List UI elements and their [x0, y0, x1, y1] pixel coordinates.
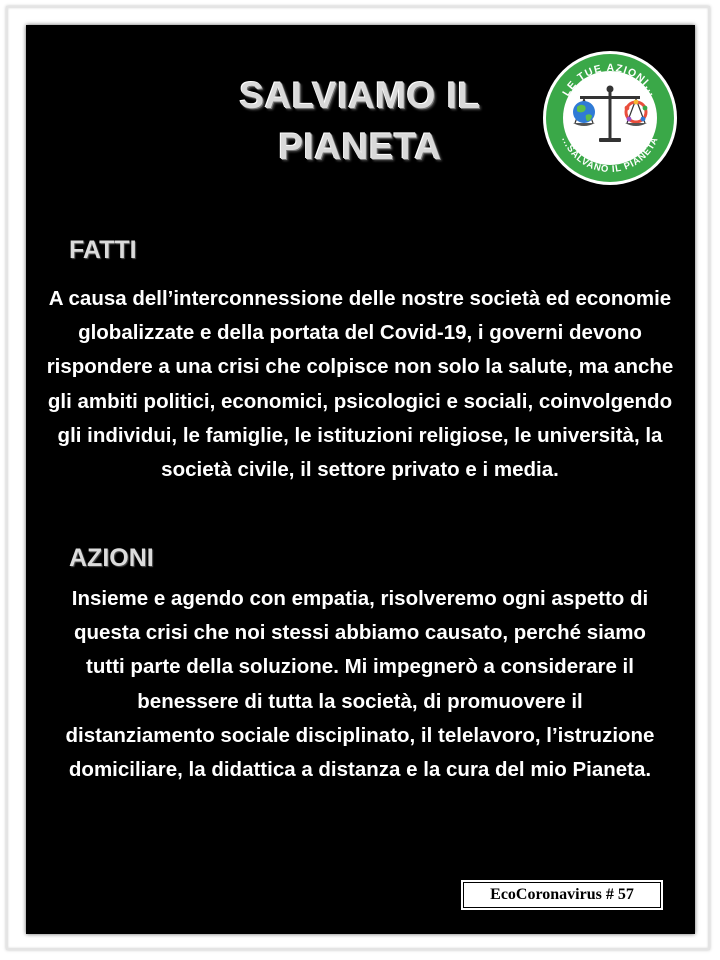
- facts-heading: FATTI: [69, 236, 137, 264]
- actions-text: Insieme e agendo con empatia, risolveremo ogni aspetto di questa crisi che noi stessi abbiamo causato, perché siamo tutti parte della soluzione. Mi impegnerò a considerare il benessere di tutta la società, di promuovere il distanziamento sociale disciplinato, il telelavoro, l’istruzione domiciliare, la didattica a distanza e la cura del mio Pianeta.: [65, 587, 655, 782]
- title-line-1: SALVIAMO IL: [239, 75, 481, 116]
- series-badge: EcoCoronavirus # 57: [459, 878, 665, 912]
- logo-scale-icon: [541, 49, 679, 187]
- logo-bottom-text: ...SALVANO IL PIANETA: [559, 135, 661, 176]
- poster-title: [180, 70, 540, 172]
- logo-top-text: LE TUE AZIONI...: [560, 61, 660, 99]
- facts-text: A causa dell’interconnessione delle nostre società ed economie globalizzate e della portata del Covid-19, i governi devono rispondere a una crisi che colpisce non solo la salute, ma anche gli ambiti politici, economici, psicologici e sociali, coinvolgendo gli individui, le famiglie, le istituzioni religiose, le università, la società civile, il settore privato e i media.: [46, 287, 674, 482]
- actions-heading: AZIONI: [69, 544, 154, 572]
- title-line-2: PIANETA: [278, 126, 442, 167]
